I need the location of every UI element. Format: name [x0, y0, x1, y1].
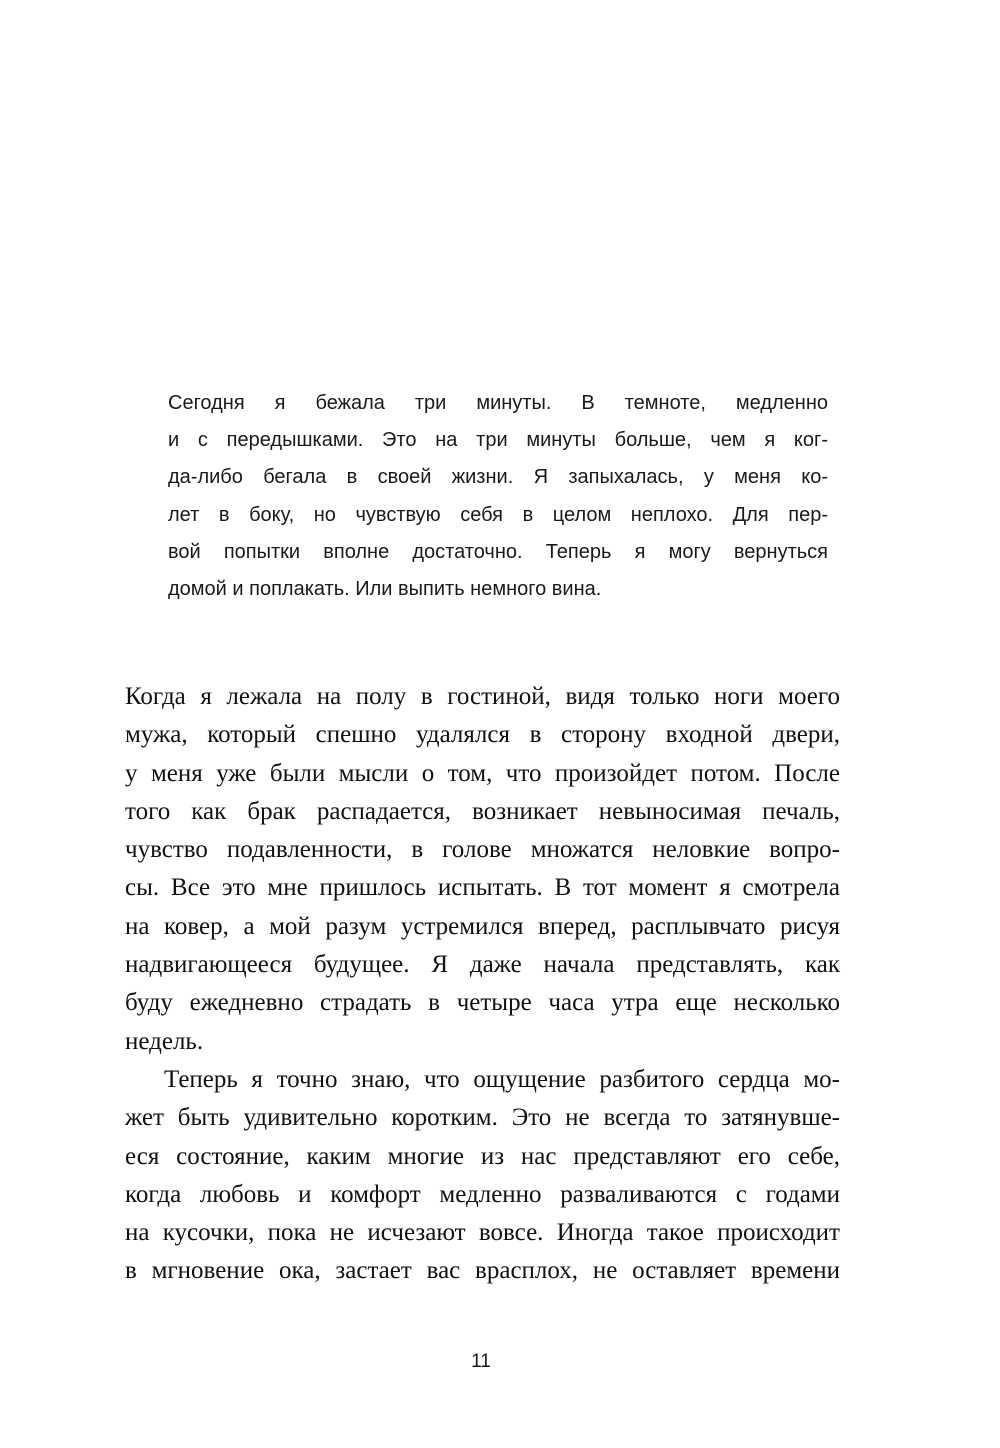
- page-number: 11: [471, 1351, 491, 1372]
- body-line: Когда я лежала на полу в гостиной, видя только ноги моего: [125, 683, 840, 710]
- body-line: на кусочки, пока не исчезают вовсе. Иногда такое происходит: [125, 1219, 840, 1247]
- body-line: сы. Все это мне пришлось испытать. В тот момент я смотрела: [125, 874, 840, 902]
- body-line: еся состояние, каким многие из нас представляют его себе,: [125, 1142, 840, 1170]
- body-text: [125, 678, 840, 1291]
- body-line: чувство подавленности, в голове множатся неловкие вопро-: [125, 836, 840, 864]
- body-line: Теперь я точно знаю, что ощущение разбитого сердца мо-: [164, 1065, 840, 1093]
- body-line: того как брак распадается, возникает невыносимая печаль,: [125, 797, 840, 825]
- paragraph: [125, 678, 840, 1061]
- excerpt-line: Сегодня я бежала три минуты. В темноте, медленно: [168, 392, 828, 414]
- excerpt-line: и с передышками. Это на три минуты больше, чем я ког-: [168, 429, 828, 452]
- paragraph: [125, 1061, 840, 1291]
- body-line: жет быть удивительно коротким. Это не всегда то затянувше-: [125, 1104, 840, 1132]
- excerpt-line: вой попытки вполне достаточно. Теперь я могу вернуться: [168, 540, 828, 563]
- excerpt-line: домой и поплакать. Или выпить немного вина.: [168, 578, 602, 601]
- body-line: на ковер, а мой разум устремился вперед, расплывчато рисуя: [125, 912, 840, 940]
- body-line: надвигающееся будущее. Я даже начала представлять, как: [125, 951, 840, 979]
- body-line: недель.: [125, 1027, 204, 1055]
- body-line: у меня уже были мысли о том, что произойдет потом. После: [125, 759, 840, 787]
- body-line: мужа, который спешно удалялся в сторону входной двери,: [125, 721, 840, 749]
- excerpt-line: лет в боку, но чувствую себя в целом неплохо. Для пер-: [168, 503, 828, 526]
- diary-excerpt: [168, 385, 828, 608]
- body-line: в мгновение ока, застает вас врасплох, не оставляет времени: [125, 1257, 840, 1285]
- body-line: когда любовь и комфорт медленно разваливаются с годами: [125, 1180, 840, 1208]
- excerpt-line: да-либо бегала в своей жизни. Я запыхалась, у меня ко-: [168, 466, 828, 489]
- body-line: буду ежедневно страдать в четыре часа утра еще несколько: [125, 989, 840, 1017]
